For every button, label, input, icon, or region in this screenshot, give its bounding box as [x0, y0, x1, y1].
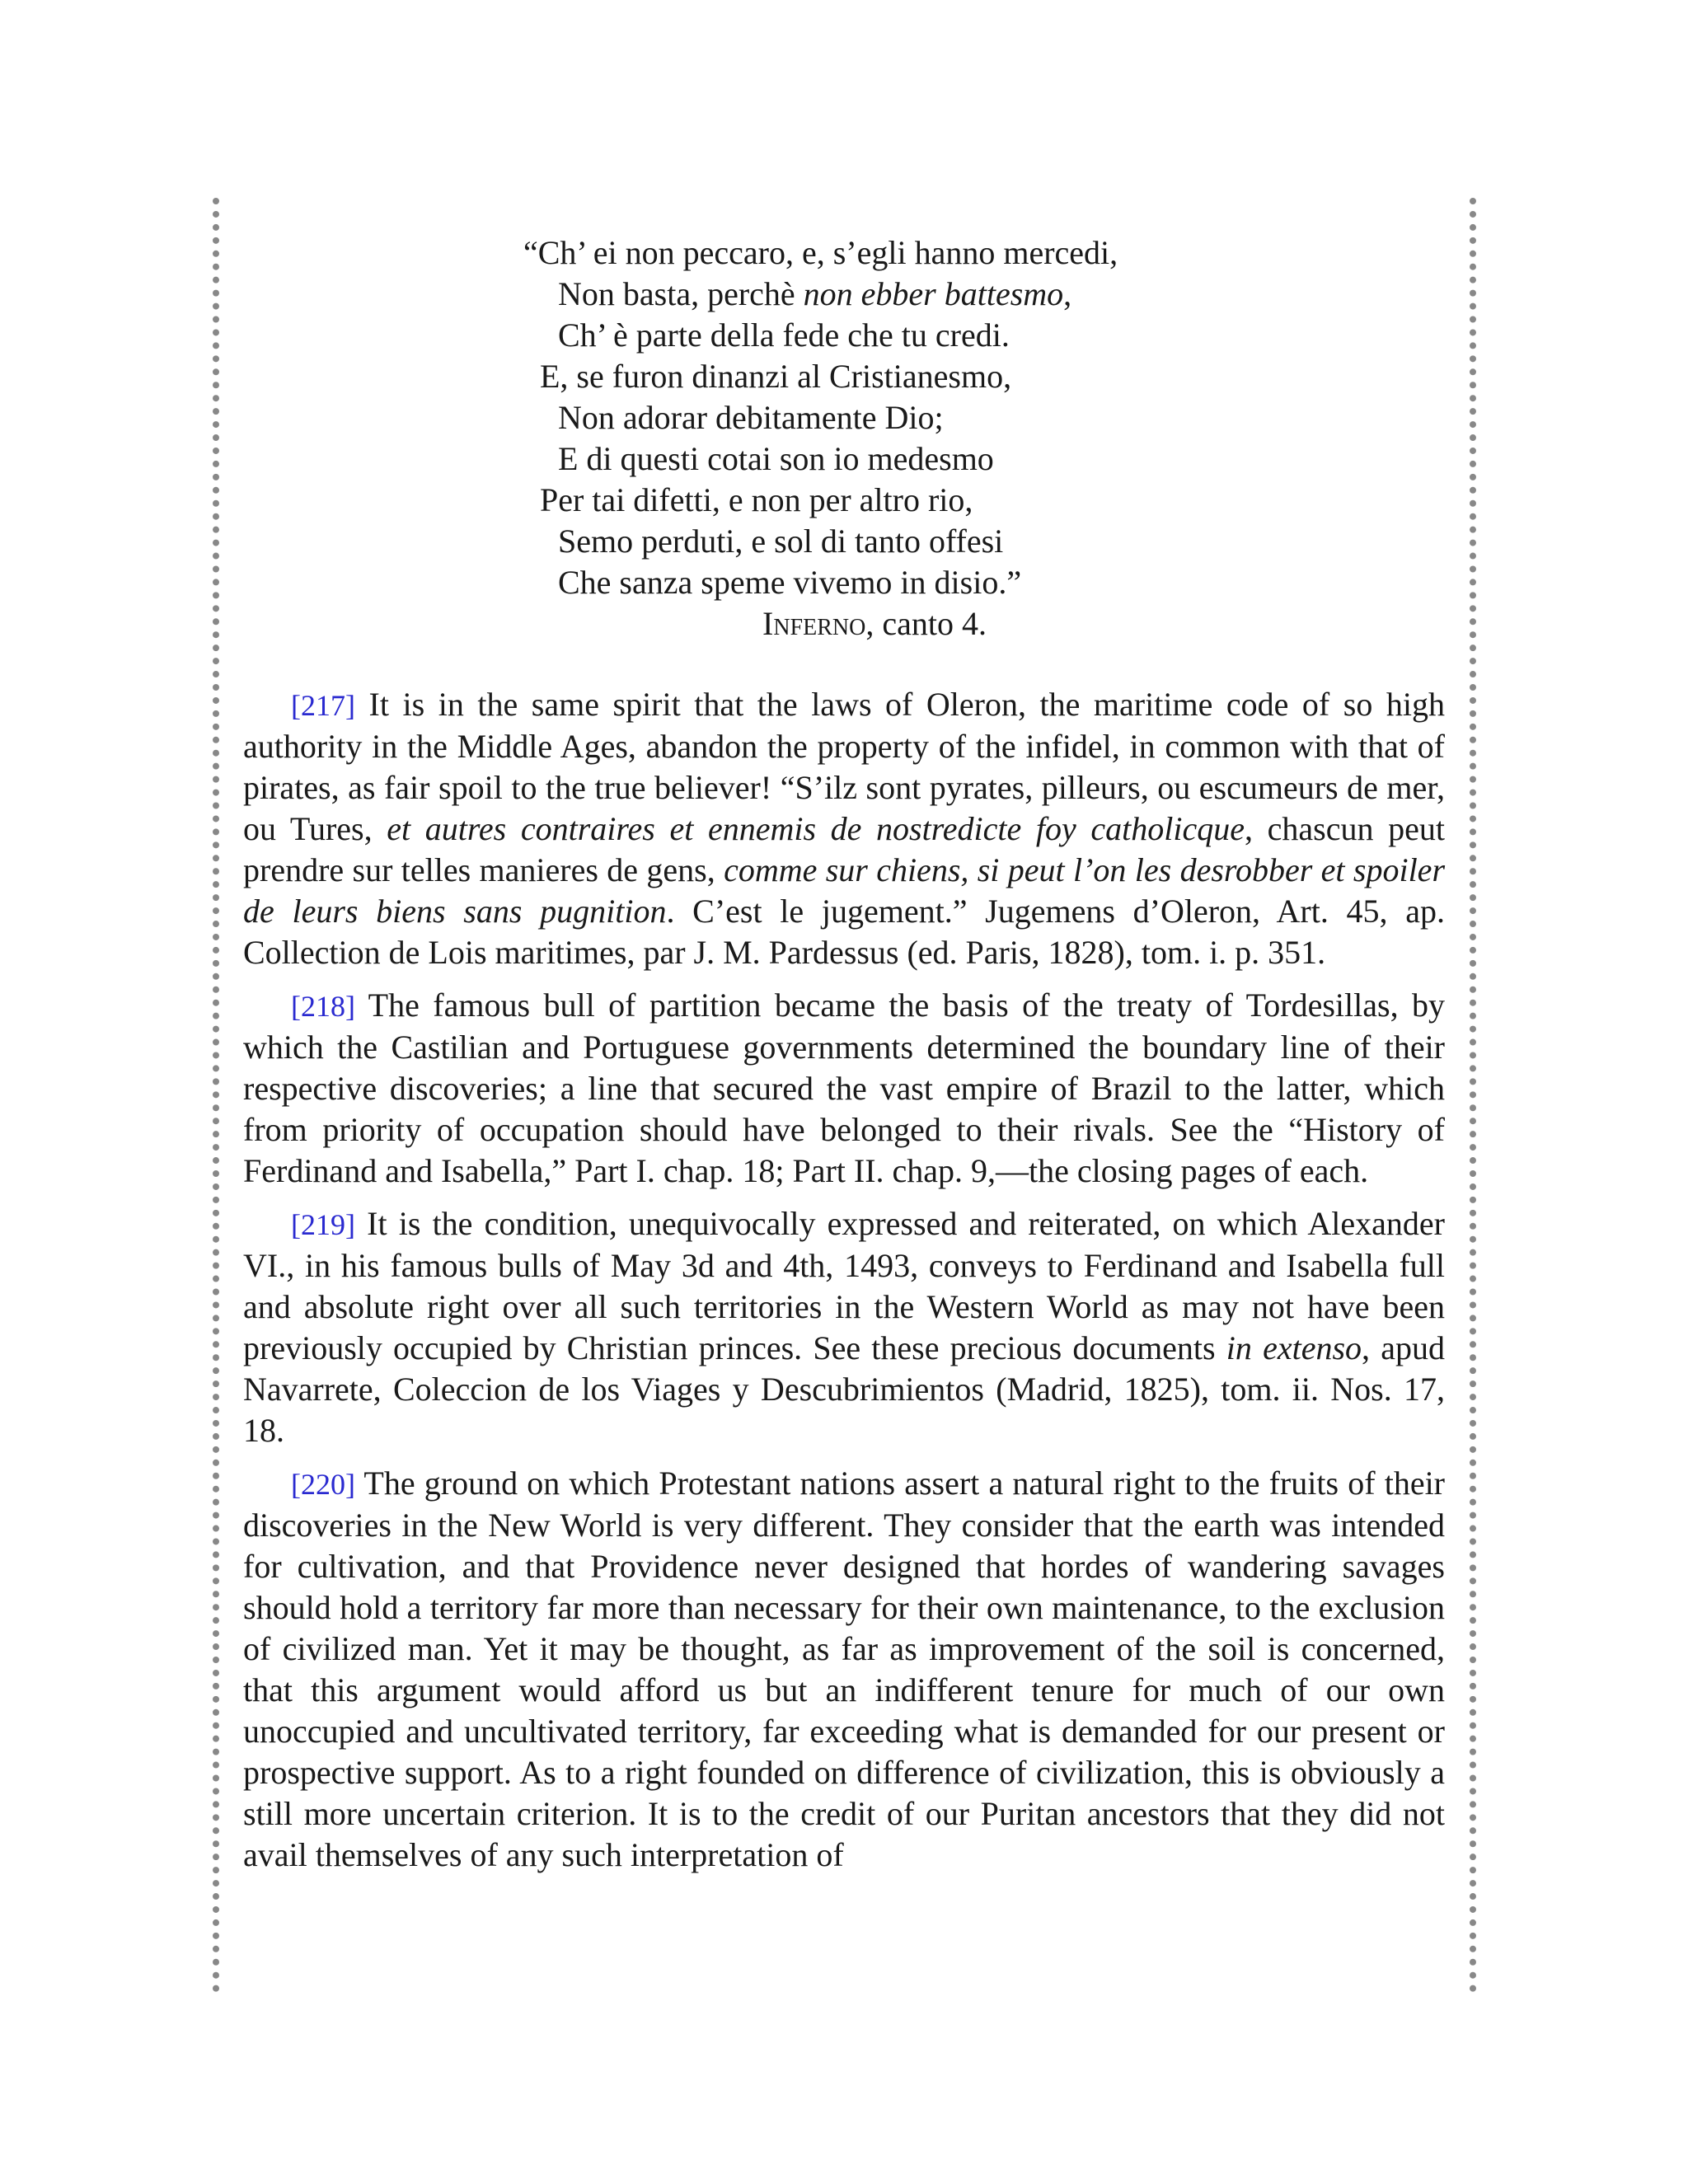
footnote-text: It is the condition, unequivocally expressed and reiterated, on which Alexander VI., in his famous bulls of May 3d and 4th, 1493, conveys to Ferdinand and Isabella full and absolute right over all such territories in the Western World as may not have been previously occupied by Christian princes. See these precious documents [243, 1205, 1445, 1366]
footnote-italic: et autres contraires et ennemis de nostredicte foy catholicque [387, 810, 1245, 847]
poem-line-text: , [1063, 275, 1072, 312]
footnote-ref-link[interactable]: [217] [291, 689, 355, 722]
poem-line [558, 274, 1071, 315]
poem-line: Che sanza speme vivemo in disio.” [558, 564, 1022, 601]
footnote-text: . C’est le jugement.” Jugemens d’Oleron, Art. 45, ap. Collection de Lois maritimes, par J. M. Pardessus (ed. Paris, 1828), tom. i. p. 351. [243, 893, 1445, 971]
poem-quotation [523, 232, 1445, 644]
footnote-217 [243, 684, 1445, 973]
attribution-work: Inferno [762, 605, 866, 642]
footnote-ref-link[interactable]: [220] [291, 1468, 355, 1501]
poem-line: E di questi cotai son io medesmo [558, 440, 994, 477]
poem-line: Ch’ è parte della fede che tu credi. [558, 316, 1010, 354]
poem-line: “Ch’ ei non peccaro, e, s’egli hanno mercedi, [523, 234, 1118, 271]
poem-line-emphasis: non ebber battesmo [803, 275, 1064, 312]
footnote-text: The famous bull of partition became the basis of the treaty of Tordesillas, by which the Castilian and Portuguese governments determined the boundary line of their respective discoveries; a line that secured the vast empire of Brazil to the latter, which from priority of occupation should have belonged to their rivals. See the “History of Ferdinand and Isabella,” Part I. chap. 18; Part II. chap. 9,—the closing pages of each. [243, 987, 1445, 1189]
poem-line: E, se furon dinanzi al Cristianesmo, [540, 358, 1012, 395]
attribution-rest: , canto 4. [865, 605, 987, 642]
page-content [243, 232, 1446, 1873]
footnote-219 [243, 1203, 1445, 1451]
footnote-text: It is in the same spirit that the laws of Oleron, the maritime code of so high authority in the Middle Ages, abandon the property of the infidel, in common with that of pirates, as fair spoil to the true believer! “S’ilz sont pyrates, pilleurs, ou escumeurs de mer, ou Tures, [243, 686, 1445, 847]
poem-line: Per tai difetti, e non per altro rio, [540, 481, 973, 518]
poem-line: Non adorar debitamente Dio; [558, 399, 944, 436]
poem-line-text: Non basta, perchè [558, 275, 804, 312]
footnote-text: , apud Navarrete, Coleccion de los Viages y Descubrimientos (Madrid, 1825), tom. ii. Nos. 17, 18. [243, 1329, 1445, 1449]
footnote-text: The ground on which Protestant nations assert a natural right to the fruits of their discoveries in the New World is very different. They consider that the earth was intended for cultivation, and that Providence never designed that hordes of wandering savages should hold a territory far more than necessary for their own maintenance, to the exclusion of civilized man. Yet it may be thought, as far as improvement of the soil is concerned, that this argument would afford us but an indifferent tenure for much of our own unoccupied and uncultivated territory, far exceeding what is demanded for our present or prospective support. As to a right founded on difference of civilization, this is obviously a still more uncertain criterion. It is to the credit of our Puritan ancestors that they did not avail themselves of any such interpretation of [243, 1465, 1445, 1873]
footnote-italic: comme sur chiens, si peut l’on les desrobber et spoiler de leurs biens sans pugnition [243, 851, 1446, 930]
footnotes [243, 684, 1445, 1887]
footnote-text: , chascun peut prendre sur telles manieres de gens, [243, 810, 1445, 888]
footnote-218 [243, 985, 1445, 1192]
poem-line: Semo perduti, e sol di tanto offesi [558, 523, 1004, 560]
footnote-220 [243, 1463, 1445, 1876]
footnote-italic: in extenso [1226, 1329, 1362, 1366]
footnote-ref-link[interactable]: [218] [291, 990, 355, 1023]
poem-attribution [762, 603, 987, 644]
footnote-ref-link[interactable]: [219] [291, 1208, 355, 1241]
